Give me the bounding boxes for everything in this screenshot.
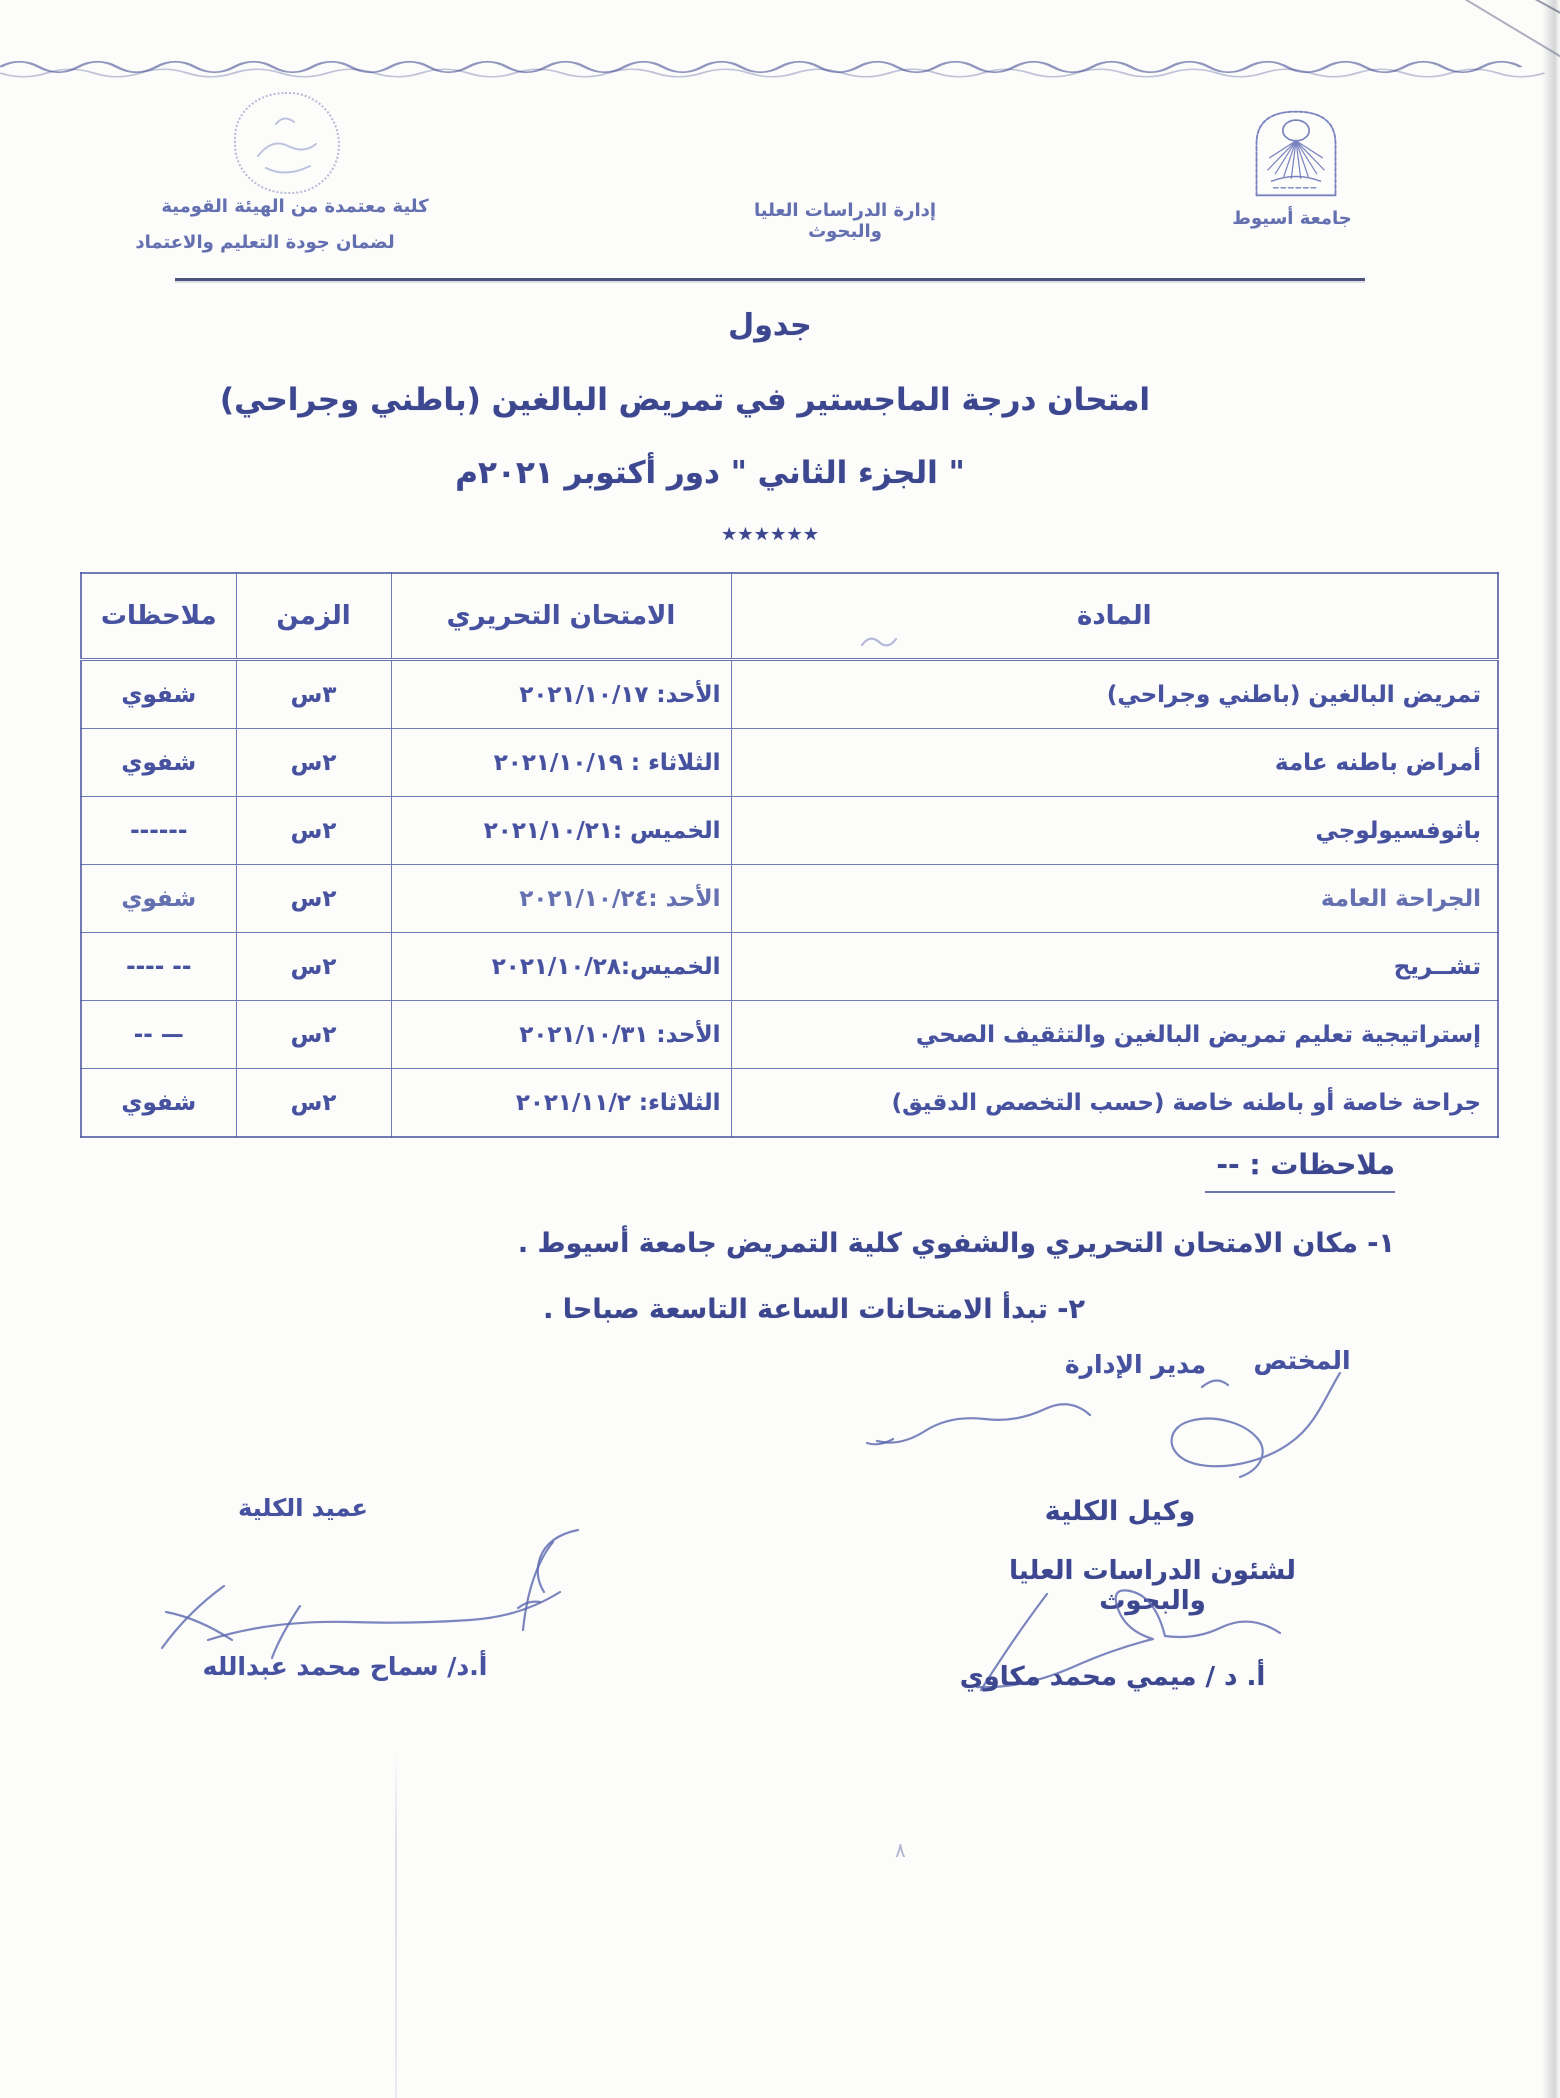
- header-divider: [175, 278, 1365, 281]
- subject-cell: تشــريح: [731, 933, 1498, 1001]
- table-header-row: [81, 573, 1498, 660]
- accreditation-text-line1: كلية معتمدة من الهيئة القومية: [161, 196, 429, 217]
- exam-date-cell: الأحد: ٢٠٢١/١٠/٣١: [391, 1001, 731, 1069]
- exam-date-cell: الثلاثاء : ٢٠٢١/١٠/١٩: [391, 729, 731, 797]
- accreditation-stamp-icon: [234, 92, 340, 194]
- director-label: مدير الإدارة: [1064, 1350, 1207, 1379]
- notes-cell: -- ----: [81, 933, 236, 1001]
- time-cell: ٢س: [236, 1001, 391, 1069]
- time-cell: ٣س: [236, 660, 391, 729]
- notes-cell: شفوي: [81, 865, 236, 933]
- table-row: [81, 933, 1498, 1001]
- time-cell: ٢س: [236, 797, 391, 865]
- exam-date-cell: الأحد :٢٠٢١/١٠/٢٤: [391, 865, 731, 933]
- dean-label: عميد الكلية: [238, 1494, 368, 1522]
- header-time: الزمن: [236, 573, 391, 660]
- scan-edge-shadow: [1542, 0, 1560, 2098]
- subject-cell: أمراض باطنه عامة: [731, 729, 1498, 797]
- notes-cell: شفوي: [81, 729, 236, 797]
- accreditation-text-line2: لضمان جودة التعليم والاعتماد: [135, 232, 395, 253]
- specialist-label: المختص: [1253, 1346, 1351, 1375]
- exam-schedule-table: [80, 572, 1497, 1138]
- university-name: جامعة أسيوط: [1232, 208, 1352, 229]
- subject-cell: جراحة خاصة أو باطنه خاصة (حسب التخصص الدقيق): [731, 1069, 1498, 1138]
- vice-dean-label: وكيل الكلية: [1044, 1496, 1196, 1527]
- title-schedule-word: جدول: [728, 308, 812, 343]
- subject-cell: إستراتيجية تعليم تمريض البالغين والتثقيف الصحي: [731, 1001, 1498, 1069]
- subject-cell: باثوفسيولوجي: [731, 797, 1498, 865]
- title-main-line: امتحان درجة الماجستير في تمريض البالغين (باطني وجراحي): [219, 382, 1151, 418]
- stray-mark: ٨: [895, 1838, 906, 1862]
- header-subject: المادة: [731, 573, 1498, 660]
- exam-date-cell: الثلاثاء: ٢٠٢١/١١/٢: [391, 1069, 731, 1138]
- exam-date-cell: الخميس:٢٠٢١/١٠/٢٨: [391, 933, 731, 1001]
- university-logo-icon: [1238, 106, 1354, 204]
- header-written-exam: الامتحان التحريري: [391, 573, 731, 660]
- title-part-line: " الجزء الثاني " دور أكتوبر ٢٠٢١م: [455, 455, 965, 491]
- table-row: [81, 1001, 1498, 1069]
- notes-heading: ملاحظات : --: [1205, 1148, 1395, 1193]
- time-cell: ٢س: [236, 865, 391, 933]
- title-stars-divider: ٭٭٭٭٭٭: [720, 516, 820, 551]
- time-cell: ٢س: [236, 933, 391, 1001]
- vice-dean-name: أ. د / ميمي محمد مكاوي: [959, 1662, 1266, 1692]
- scan-crease-bottom-left: [395, 1750, 397, 2098]
- exam-date-cell: الأحد: ٢٠٢١/١٠/١٧: [391, 660, 731, 729]
- header-notes: ملاحظات: [81, 573, 236, 660]
- table-row: [81, 729, 1498, 797]
- notes-cell: شفوي: [81, 660, 236, 729]
- note-item-2: ٢- تبدأ الامتحانات الساعة التاسعة صباحا .: [543, 1294, 1085, 1325]
- scan-artifact-top-squiggle: [0, 46, 1560, 82]
- subject-cell: الجراحة العامة: [731, 865, 1498, 933]
- subject-cell: تمريض البالغين (باطني وجراحي): [731, 660, 1498, 729]
- department-title: إدارة الدراسات العليا والبحوث: [753, 200, 937, 242]
- table-row: [81, 660, 1498, 729]
- dean-name: أ.د/ سماح محمد عبدالله: [202, 1652, 488, 1681]
- table-row: [81, 1069, 1498, 1138]
- notes-cell: شفوي: [81, 1069, 236, 1138]
- table-row: [81, 865, 1498, 933]
- note-item-1: ١- مكان الامتحان التحريري والشفوي كلية التمريض جامعة أسيوط .: [517, 1228, 1395, 1259]
- time-cell: ٢س: [236, 1069, 391, 1138]
- specialist-signature: [1140, 1365, 1360, 1495]
- exam-date-cell: الخميس :٢٠٢١/١٠/٢١: [391, 797, 731, 865]
- time-cell: ٢س: [236, 729, 391, 797]
- notes-cell: — --: [81, 1001, 236, 1069]
- notes-cell: ------: [81, 797, 236, 865]
- vice-dean-subtitle: لشئون الدراسات العليا والبحوث: [1009, 1556, 1296, 1616]
- table-row: [81, 797, 1498, 865]
- director-signature: [855, 1385, 1105, 1465]
